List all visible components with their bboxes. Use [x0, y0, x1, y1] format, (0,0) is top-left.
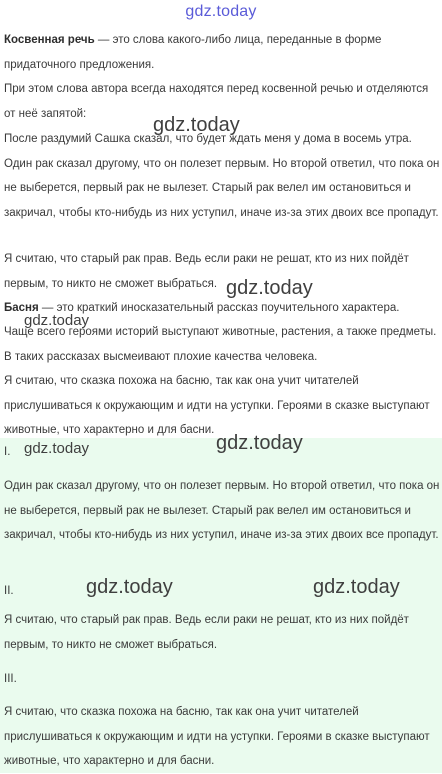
- watermark: gdz.today: [226, 277, 313, 299]
- watermark: gdz.today: [24, 312, 90, 329]
- indirect-speech-text: — это слова какого-либо лица, переданные в форме придаточного предложения.: [4, 34, 382, 71]
- fable-description: Чаще всего героями историй выступают животные, растения, а также предметы. В таких рассказах высмеивают плохие качества человека.: [4, 326, 437, 363]
- fable-term: Басня: [4, 302, 39, 314]
- opinion-crayfish: Я считаю, что старый рак прав. Ведь если раки не решат, кто из них пойдёт первым, то никто не сможет выбраться.: [4, 253, 409, 290]
- watermark: gdz.today: [313, 576, 400, 598]
- answer-2-text: Я считаю, что старый рак прав. Ведь если раки не решат, кто из них пойдёт первым, то никто не сможет выбраться.: [4, 614, 409, 651]
- watermark: gdz.today: [86, 576, 173, 598]
- site-brand[interactable]: gdz.today: [185, 3, 257, 20]
- watermark: gdz.today: [24, 440, 90, 457]
- indirect-speech-definition: [4, 28, 440, 77]
- answer-2-number: II.: [4, 585, 14, 597]
- indirect-speech-term: Косвенная речь: [4, 34, 95, 46]
- answer-3-number: III.: [4, 673, 17, 685]
- example-story: После раздумий Сашка сказал, что будет ждать меня у дома в восемь утра. Один рак сказал другому, что он полезет первым. Но второй ответил, что пока он не выберется, первый рак не вылезет. Старый рак велел им остановиться и закричал, чтобы кто-нибудь из них уступил, иначе из-за этих двоих все пропадут.: [4, 133, 440, 219]
- author-words-rule: При этом слова автора всегда находятся перед косвенной речью и отделяются от неё запятой:: [4, 83, 429, 120]
- watermark: gdz.today: [216, 432, 303, 454]
- fable-def-text: — это краткий иносказательный рассказ поучительного характера.: [38, 302, 400, 314]
- watermark: gdz.today: [153, 114, 240, 136]
- answer-3-text: Я считаю, что сказка похожа на басню, так как она учит читателей прислушиваться к окружающим и идти на уступки. Героями в сказке выступают животные, что характерно и для басни.: [4, 706, 430, 767]
- opinion-fairytale: Я считаю, что сказка похожа на басню, так как она учит читателей прислушиваться к окружающим и идти на уступки. Героями в сказке выступают животные, что характерно и для басни.: [4, 375, 430, 436]
- answer-1-number: I.: [4, 446, 11, 458]
- answer-1-text: Один рак сказал другому, что он полезет первым. Но второй ответил, что пока он не выберется, первый рак не вылезет. Старый рак велел им остановиться и закричал, чтобы кто-нибудь из них уступил, иначе из-за этих двоих все пропадут.: [4, 480, 440, 541]
